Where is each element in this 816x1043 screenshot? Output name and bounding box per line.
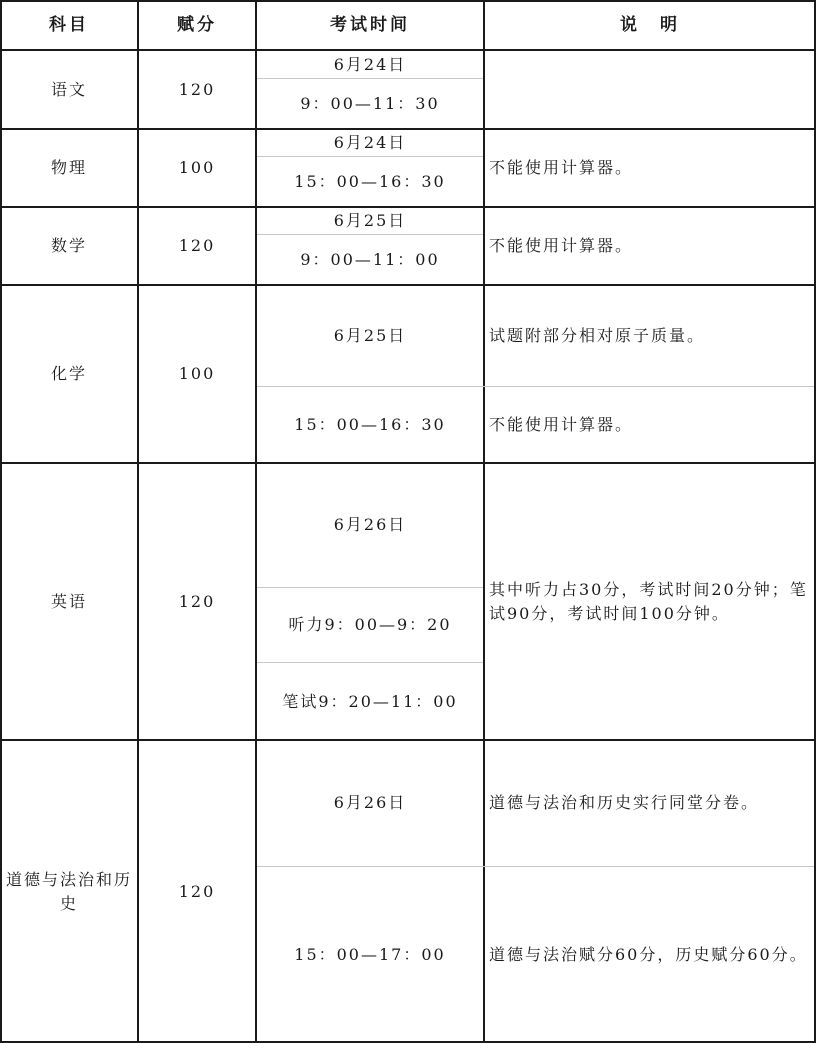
time-cell: 15：00—16：30 — [294, 172, 446, 191]
header-score: 赋分 — [177, 15, 217, 35]
date-cell: 6月24日 — [333, 133, 407, 152]
note-cell: 试题附部分相对原子质量。 — [489, 326, 706, 345]
header-subject: 科目 — [49, 15, 89, 35]
time-cell: 9：00—11：30 — [300, 94, 440, 113]
subject-cell: 物理 — [50, 158, 87, 177]
score-cell: 120 — [178, 236, 216, 255]
table-border — [0, 128, 816, 130]
time-cell-listening: 听力9：00—9：20 — [288, 615, 452, 634]
note-cell: 不能使用计算器。 — [489, 236, 634, 255]
score-cell: 120 — [178, 591, 216, 611]
subject-cell: 语文 — [50, 79, 87, 99]
table-border — [0, 462, 816, 464]
table-border — [0, 739, 816, 741]
time-cell-written: 笔试9：20—11：00 — [282, 691, 458, 711]
score-cell: 100 — [178, 158, 216, 177]
inner-divider — [257, 662, 483, 663]
score-cell: 100 — [178, 364, 216, 383]
date-cell: 6月25日 — [333, 211, 407, 230]
note-cell: 不能使用计算器。 — [489, 415, 634, 434]
note-cell — [484, 50, 816, 129]
subject-cell: 化学 — [50, 364, 87, 383]
table-border — [0, 206, 816, 208]
score-cell: 120 — [178, 881, 216, 901]
table-border — [0, 284, 816, 286]
subject-cell: 数学 — [50, 236, 87, 255]
note-cell: 道德与法治和历史实行同堂分卷。 — [489, 793, 760, 812]
subject-cell: 英语 — [50, 591, 87, 611]
note-cell: 不能使用计算器。 — [489, 158, 634, 177]
header-time: 考试时间 — [330, 15, 410, 35]
date-cell: 6月26日 — [333, 515, 407, 534]
header-note: 说 明 — [620, 15, 680, 35]
date-cell: 6月24日 — [333, 54, 407, 74]
inner-divider — [257, 587, 483, 588]
table-border — [0, 0, 2, 1043]
time-cell: 15：00—16：30 — [294, 415, 446, 434]
subject-cell: 道德与法治和历史 — [6, 869, 133, 913]
table-border — [137, 0, 139, 1043]
inner-divider — [257, 234, 483, 235]
table-border — [0, 49, 816, 51]
note-cell: 道德与法治赋分60分，历史赋分60分。 — [489, 944, 808, 964]
inner-divider — [257, 386, 814, 387]
table-border — [0, 0, 816, 2]
date-cell: 6月26日 — [333, 793, 407, 812]
time-cell: 15：00—17：00 — [294, 944, 446, 964]
date-cell: 6月25日 — [333, 326, 407, 345]
inner-divider — [257, 156, 483, 157]
inner-divider — [257, 78, 483, 79]
score-cell: 120 — [178, 79, 216, 99]
note-cell: 其中听力占30分，考试时间20分钟；笔试90分，考试时间100分钟。 — [489, 579, 808, 623]
time-cell: 9：00—11：00 — [300, 250, 440, 269]
inner-divider — [257, 866, 814, 867]
table-border — [483, 0, 485, 1043]
